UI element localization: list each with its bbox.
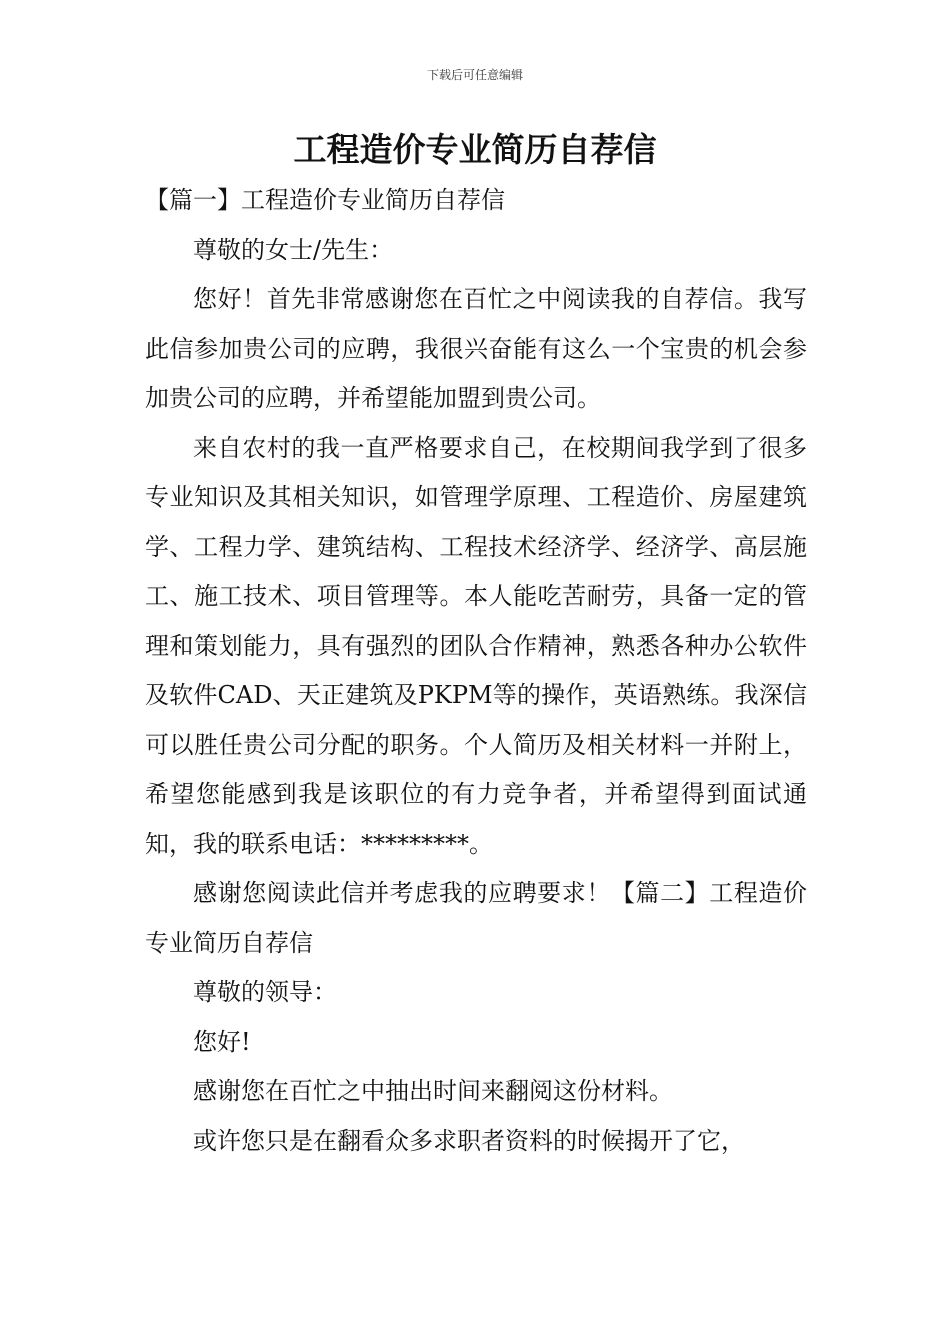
header-note: 下载后可任意编辑 bbox=[426, 68, 523, 82]
paragraph: 您好! bbox=[193, 1027, 251, 1056]
paragraph: 【篇一】工程造价专业简历自荐信 bbox=[145, 186, 505, 214]
paragraph: 尊敬的领导： bbox=[193, 978, 337, 1006]
paragraph: 感谢您在百忙之中抽出时间来翻阅这份材料。 bbox=[193, 1077, 673, 1105]
paragraph: 您好！首先非常感谢您在百忙之中阅读我的自荐信。我写此信参加贵公司的应聘，我很兴奋能有这么一个宝贵的机会参加贵公司的应聘，并希望能加盟到贵公司。 bbox=[145, 285, 807, 412]
document-body bbox=[145, 176, 807, 1166]
document-title: 工程造价专业简历自荐信 bbox=[293, 130, 657, 169]
paragraph: 来自农村的我一直严格要求自己，在校期间我学到了很多专业知识及其相关知识，如管理学原理、工程造价、房屋建筑学、工程力学、建筑结构、工程技术经济学、经济学、高层施工、施工技术、项目管理等。本人能吃苦耐劳，具备一定的管理和策划能力，具有强烈的团队合作精神，熟悉各种办公软件及软件CAD、天正建筑及PKPM等的操作，英语熟练。我深信可以胜任贵公司分配的职务。个人简历及相关材料一并附上，希望您能感到我是该职位的有力竞争者，并希望得到面试通知，我的联系电话：*********。 bbox=[145, 433, 807, 858]
paragraph: 感谢您阅读此信并考虑我的应聘要求！【篇二】工程造价专业简历自荐信 bbox=[145, 879, 807, 957]
paragraph: 尊敬的女士/先生： bbox=[193, 235, 394, 264]
paragraph: 或许您只是在翻看众多求职者资料的时候揭开了它， bbox=[193, 1126, 745, 1155]
